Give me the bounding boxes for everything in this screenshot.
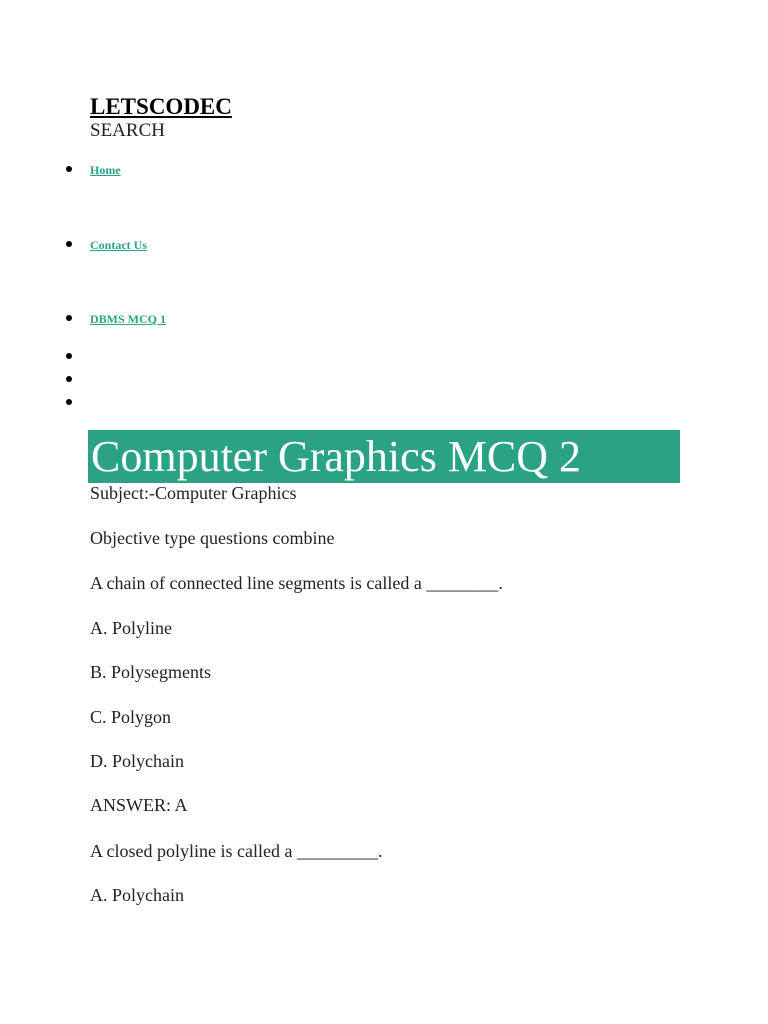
- option-text: C. Polygon: [90, 707, 172, 727]
- search-button[interactable]: SEARCH: [90, 120, 165, 141]
- question-text: A chain of connected line segments is called a ________.: [90, 573, 503, 593]
- nav-link-home[interactable]: Home: [90, 163, 121, 177]
- question-text: A closed polyline is called a _________.: [90, 841, 383, 861]
- list-bullet-empty: [66, 376, 72, 382]
- subject-text: Subject:-Computer Graphics: [90, 483, 297, 503]
- answer-text: ANSWER: A: [90, 795, 188, 815]
- option-text: A. Polychain: [90, 885, 184, 905]
- option-text: A. Polyline: [90, 618, 173, 638]
- option-text: B. Polysegments: [90, 662, 212, 682]
- list-bullet-empty: [66, 399, 72, 405]
- nav-item-dbms-mcq-1: [90, 310, 166, 328]
- nav-link-dbms-mcq-1[interactable]: DBMS MCQ 1: [90, 312, 166, 326]
- page-title: Computer Graphics MCQ 2: [91, 432, 582, 481]
- list-bullet: [66, 241, 72, 247]
- list-bullet-empty: [66, 353, 72, 359]
- option-text: D. Polychain: [90, 751, 184, 771]
- nav-item-home: [90, 161, 121, 179]
- page-title-banner: [88, 430, 680, 483]
- nav-link-contact-us[interactable]: Contact Us: [90, 238, 147, 252]
- list-bullet: [66, 315, 72, 321]
- nav-item-contact: [90, 236, 147, 254]
- intro-text: Objective type questions combine: [90, 528, 335, 548]
- list-bullet: [66, 166, 72, 172]
- site-title-link[interactable]: LETSCODEC: [90, 94, 232, 119]
